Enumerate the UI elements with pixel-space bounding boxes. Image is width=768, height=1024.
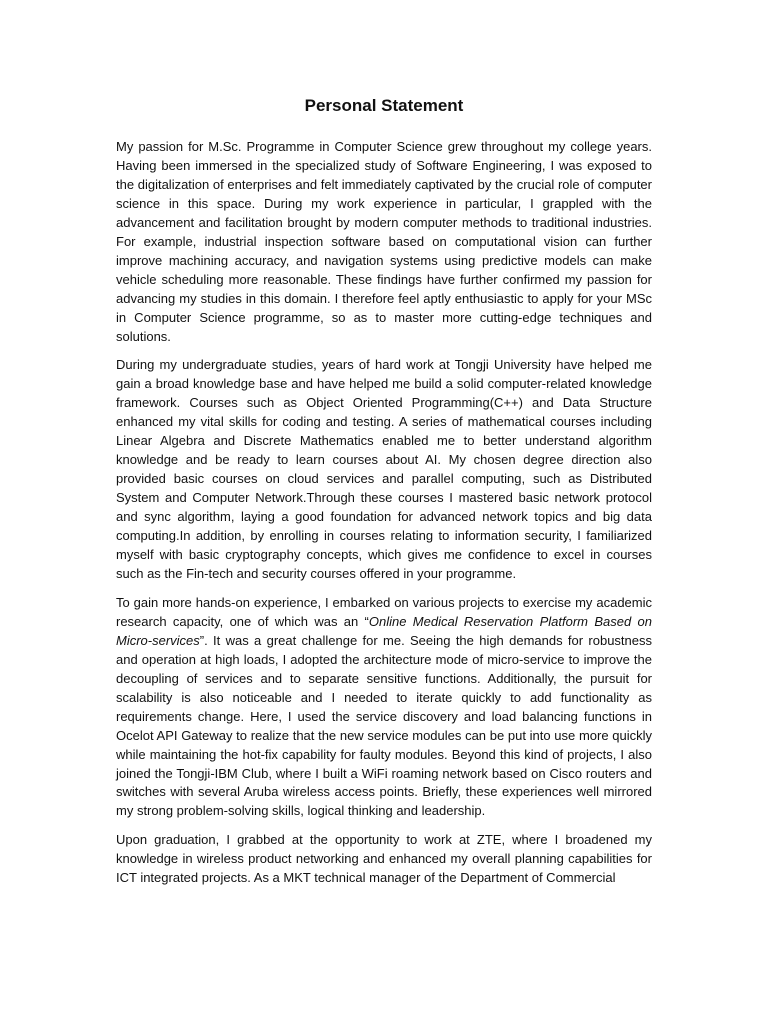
paragraph-undergraduate-studies: During my undergraduate studies, years of hard work at Tongji University have helped me gain a broad knowledge base and have helped me build a solid computer-related knowledge framework. Courses such as Object Oriented Programming(C++) and Data Structure enhanced my vital skills for coding and testing. A series of mathematical courses including Linear Algebra and Discrete Mathematics enabled me to better understand algorithm knowledge and be ready to learn courses about AI. My chosen degree direction also provided basic courses on cloud services and parallel computing, such as Distributed System and Computer Network.Through these courses I mastered basic network protocol and sync algorithm, laying a good foundation for advanced network topics and big data computing.In addition, by enrolling in courses relating to information security, I familiarized myself with basic cryptography concepts, which gives me confidence to excel in courses such as the Fin-tech and security courses offered in your programme. (116, 357, 652, 581)
paragraph-motivation: My passion for M.Sc. Programme in Computer Science grew throughout my college years. Having been immersed in the specialized study of Software Engineering, I was exposed to the digitalization of enterprises and felt immediately captivated by the crucial role of computer science in this space. During my work experience in particular, I grappled with the advancement and facilitation brought by modern computer methods to traditional industries. For example, industrial inspection software based on computational vision can further improve machining accuracy, and navigation systems using predictive models can make vehicle scheduling more reasonable. These findings have further confirmed my passion for advancing my studies in this domain. I therefore feel aptly enthusiastic to apply for your MSc in Computer Science programme, so as to master more cutting-edge techniques and solutions. (116, 139, 652, 344)
paragraph-work-experience: Upon graduation, I grabbed at the opportunity to work at ZTE, where I broadened my knowledge in wireless product networking and enhanced my overall planning capabilities for ICT integrated projects. As a MKT technical manager of the Department of Commercial (116, 832, 652, 886)
paragraph-projects-text-after: ”. It was a great challenge for me. Seeing the high demands for robustness and operation at high loads, I adopted the architecture mode of micro-service to improve the decoupling of services and to separate sensitive functions. Additionally, the pursuit for scalability is also noticeable and I needed to iterate quickly to add functionality as requirements change. Here, I used the service discovery and load balancing functions in Ocelot API Gateway to realize that the new service modules can be put into use more quickly while maintaining the hot-fix capability for faulty modules. Beyond this kind of projects, I also joined the Tongji-IBM Club, where I built a WiFi roaming network based on Cisco routers and switches with several Aruba wireless access points. Briefly, these experiences well mirrored my strong problem-solving skills, logical thinking and leadership. (116, 632, 652, 819)
project-name-italic: Online Medical Reservation Platform Based on Micro-services (116, 613, 652, 648)
page-title: Personal Statement (304, 96, 464, 115)
document-body (116, 138, 652, 898)
paragraph-projects-text-before: To gain more hands-on experience, I embarked on various projects to exercise my academic research capacity, one of which was an “ (116, 594, 652, 629)
paragraph-projects (116, 594, 652, 821)
